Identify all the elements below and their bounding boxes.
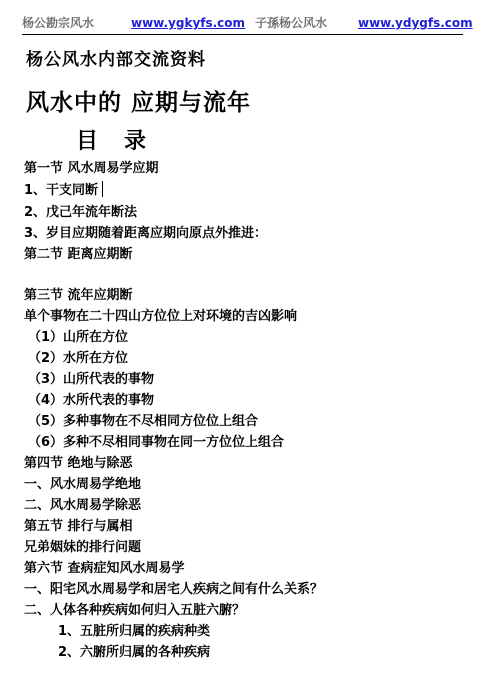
header-url-link-2[interactable]: www.ydygfs.com	[358, 16, 473, 30]
toc-section-2: 第二节 距离应期断	[24, 247, 133, 262]
toc-item: 1、五脏所归属的疾病种类	[58, 624, 211, 639]
toc-section-4: 第四节 绝地与除恶	[24, 456, 133, 471]
toc-item: 一、风水周易学绝地	[24, 477, 142, 492]
toc-item: 一、阳宅风水周易学和居宅人疾病之间有什么关系？	[24, 582, 324, 597]
header-site-name-1: 杨公勘宗风水	[22, 16, 95, 30]
toc-section-5: 第五节 排行与属相	[24, 519, 133, 534]
toc-item: （3）山所代表的事物	[28, 372, 155, 387]
toc-section-3: 第三节 流年应期断	[24, 288, 133, 303]
header-site-name-2: 子孫杨公风水	[255, 16, 328, 30]
toc-item: 单个事物在二十四山方位位上对环境的吉凶影响	[24, 309, 298, 324]
toc-section-6: 第六节 查病症知风水周易学	[24, 561, 185, 576]
header-url-link-1[interactable]: www.ygkyfs.com	[131, 16, 246, 30]
toc-item: （1）山所在方位	[28, 330, 129, 345]
toc-item-text: 1、干支同断	[24, 183, 99, 198]
toc-item: （4）水所代表的事物	[28, 393, 155, 408]
toc-heading: 目录	[76, 129, 173, 154]
toc-item: 2、戊己年流年断法	[24, 205, 138, 220]
toc-item: 二、人体各种疾病如何归入五脏六腑？	[24, 603, 246, 618]
toc-item: 2、六腑所归属的各种疾病	[58, 645, 211, 660]
toc-item: 兄弟姻妹的排行问题	[24, 540, 142, 555]
text-cursor	[102, 181, 103, 197]
toc-item: （2）水所在方位	[28, 351, 129, 366]
toc-item	[24, 181, 103, 200]
toc-item: 3、岁目应期随着距离应期向原点外推进：	[24, 226, 268, 241]
toc-item: （5）多种事物在不尽相同方位位上组合	[28, 414, 259, 429]
toc-section-1: 第一节 风水周易学应期	[24, 161, 159, 176]
toc-item: （6）多种不尽相同事物在同一方位位上组合	[28, 435, 285, 450]
toc-item: 二、风水周易学除恶	[24, 498, 142, 513]
document-title: 风水中的 应期与流年	[26, 90, 252, 116]
document-subtitle: 杨公风水内部交流资料	[26, 50, 206, 70]
